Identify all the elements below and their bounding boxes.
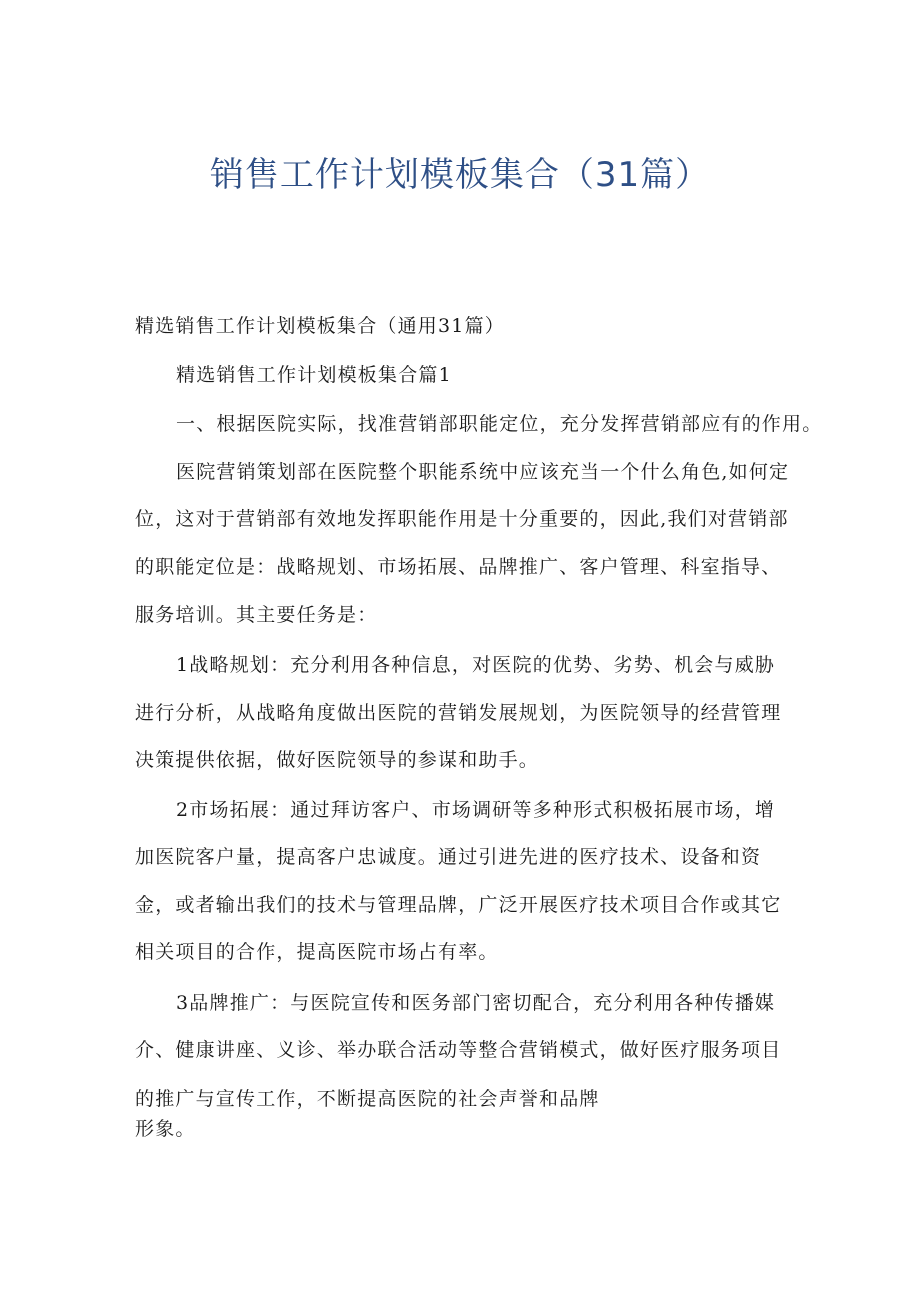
text-line: 服务培训。其主要任务是： [135, 604, 378, 626]
text-line: 精选销售工作计划模板集合（通用31篇） [135, 315, 505, 337]
text-line: 医院营销策划部在医院整个职能系统中应该充当一个什么角色,如何定 [176, 461, 790, 483]
text-line: 2市场拓展：通过拜访客户、市场调研等多种形式积极拓展市场，增 [176, 799, 776, 821]
text-line: 一、根据医院实际，找准营销部职能定位，充分发挥营销部应有的作用。 [176, 413, 823, 435]
text-line: 1战略规划：充分利用各种信息，对医院的优势、劣势、机会与威胁 [176, 654, 776, 676]
text-line: 位，这对于营销部有效地发挥职能作用是十分重要的，因此,我们对营销部 [135, 508, 789, 530]
text-line: 的职能定位是：战略规划、市场拓展、品牌推广、客户管理、科室指导、 [135, 556, 782, 578]
document-title: 销售工作计划模板集合（31篇） [209, 155, 711, 195]
text-line: 进行分析，从战略角度做出医院的营销发展规划，为医院领导的经营管理 [135, 702, 782, 724]
text-line: 决策提供依据，做好医院领导的参谋和助手。 [135, 749, 540, 771]
text-line: 的推广与宣传工作，不断提高医院的社会声誉和品牌 [135, 1088, 600, 1110]
text-line: 3品牌推广：与医院宣传和医务部门密切配合，充分利用各种传播媒 [176, 992, 776, 1014]
text-line: 加医院客户量，提高客户忠诚度。通过引进先进的医疗技术、设备和资 [135, 846, 762, 868]
text-line: 精选销售工作计划模板集合篇1 [176, 364, 452, 386]
text-line: 相关项目的合作，提高医院市场占有率。 [135, 941, 499, 963]
text-line: 形象。 [135, 1118, 196, 1140]
text-line: 金，或者输出我们的技术与管理品牌，广泛开展医疗技术项目合作或其它 [135, 894, 782, 916]
text-line: 介、健康讲座、义诊、举办联合活动等整合营销模式，做好医疗服务项目 [135, 1039, 782, 1061]
